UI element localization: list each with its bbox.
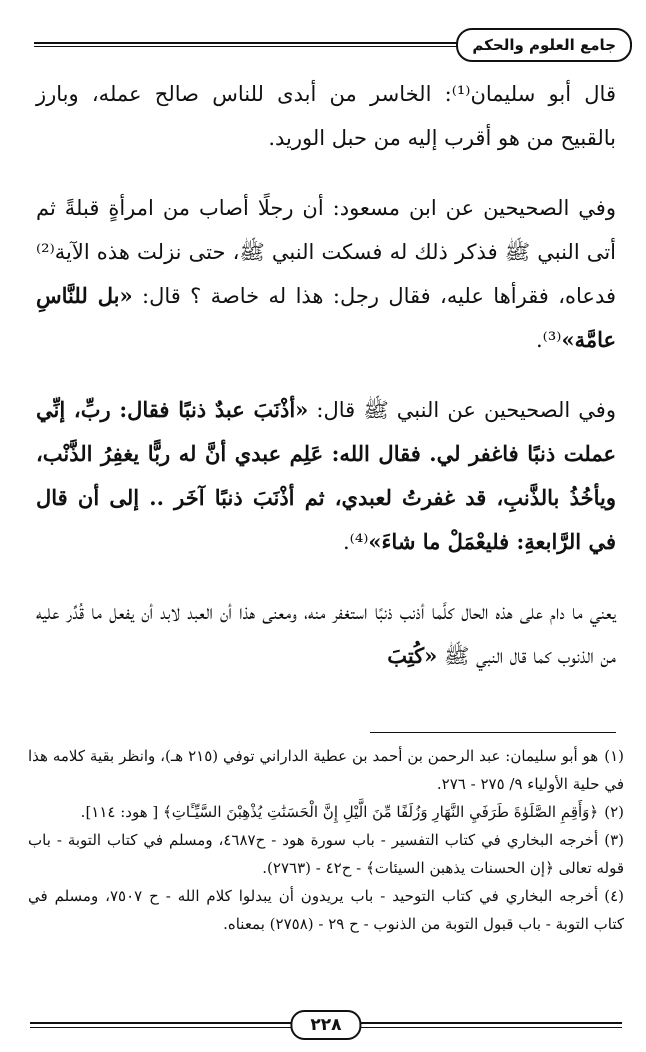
page-number: ٢٢٨ (290, 1010, 361, 1040)
footnote-text: أخرجه البخاري في كتاب التفسير - باب سورة هود - ح٤٦٨٧، ومسلم في كتاب التوبة - باب قوله تعالى ﴿إن الحسنات يذهبن السيئات﴾ - ح٤٢ - (٢٧٦٣). (28, 831, 624, 877)
paragraph-text: وفي الصحيحين عن النبي ﷺ قال: (308, 398, 616, 422)
footnote-4 (28, 882, 624, 938)
main-text (36, 72, 616, 678)
paragraph-abu-sulayman (36, 72, 616, 160)
paragraph-explanation (36, 590, 616, 678)
footnote-1 (28, 742, 624, 798)
footnote-separator (370, 732, 616, 733)
paragraph-text: وفي الصحيحين عن ابن مسعود: أن رجلًا أصاب من امرأةٍ قبلةً ثم أتى النبي ﷺ فذكر ذلك له فسكت النبي ﷺ، حتى نزلت هذه الآية⁽²⁾ فدعاه، فقرأها عليه، فقال رجل: هذا له خاصة ؟ قال: (36, 196, 616, 308)
hadith-quote: «بل للنَّاسِ عامَّة» (36, 283, 616, 352)
paragraph-ibn-masud (36, 186, 616, 362)
running-header (34, 28, 632, 62)
footnote-text: أخرجه البخاري في كتاب التوحيد - باب يريدون أن يبدلوا كلام الله - ح ٧٥٠٧، ومسلم في كتاب التوبة - باب قبول التوبة من الذنوب - ح ٢٩ - (٢٧٥٨) بمعناه. (28, 887, 624, 933)
page-footer (30, 1010, 622, 1040)
footnote-ref: ⁽⁴⁾. (342, 530, 369, 554)
footnotes (28, 742, 624, 938)
hadith-quote: «أذْنَبَ عبدٌ ذنبًا فقال: ربِّ، إنِّي عملت ذنبًا فاغفر لي. فقال الله: عَلِم عبدي أنَّ له ربًّا يغفِرُ الذَّنْب، ويأخُذُ بالذَّنبِ، قد غفرتُ لعبدي، ثم أذْنَبَ ذنبًا آخَر .. إلى أن قال في الرَّابعةِ: فليعْمَلْ ما شاءَ» (36, 397, 616, 554)
paragraph-text: يعني ما دام على هذه الحال كلَّما أذنب ذنبًا استغفر منه، ومعنى هذا أن العبد لابد أن يفعل ما قُدِّر عليه من الذنوب كما قال النبي ﷺ (36, 600, 616, 668)
book-title: جامع العلوم والحكم (456, 28, 632, 62)
footnote-number: (٤) (604, 887, 624, 905)
footnote-number: (٢) (604, 803, 624, 821)
footnote-ref: ⁽³⁾. (536, 328, 562, 352)
hadith-quote: «كُتِبَ (387, 643, 438, 668)
footnote-2 (28, 798, 624, 826)
footnote-number: (٣) (604, 831, 624, 849)
paragraph-text: قال أبو سليمان⁽¹⁾: الخاسر من أبدى للناس صالح عمله، وبارز بالقبيح من هو أقرب إليه من حبل الوريد. (36, 82, 616, 150)
footnote-text: هو أبو سليمان: عبد الرحمن بن أحمد بن عطية الداراني توفي (٢١٥ هـ)، وانظر بقية كلامه هذا في حلية الأولياء ٩/ ٢٧٥ - ٢٧٦. (28, 747, 624, 793)
footnote-text: ﴿وَأَقِمِ الصَّلَوٰةَ طَرَفَيِ النَّهَارِ وَزُلَفًا مِّنَ الَّيْلِ إِنَّ الْحَسَنَٰتِ يُذْهِبْنَ السَّيِّـَٔاتِ﴾ [ هود: ١١٤]. (80, 803, 599, 821)
paragraph-hadith-forgiveness (36, 388, 616, 564)
footnote-3 (28, 826, 624, 882)
footnote-number: (١) (604, 747, 624, 765)
